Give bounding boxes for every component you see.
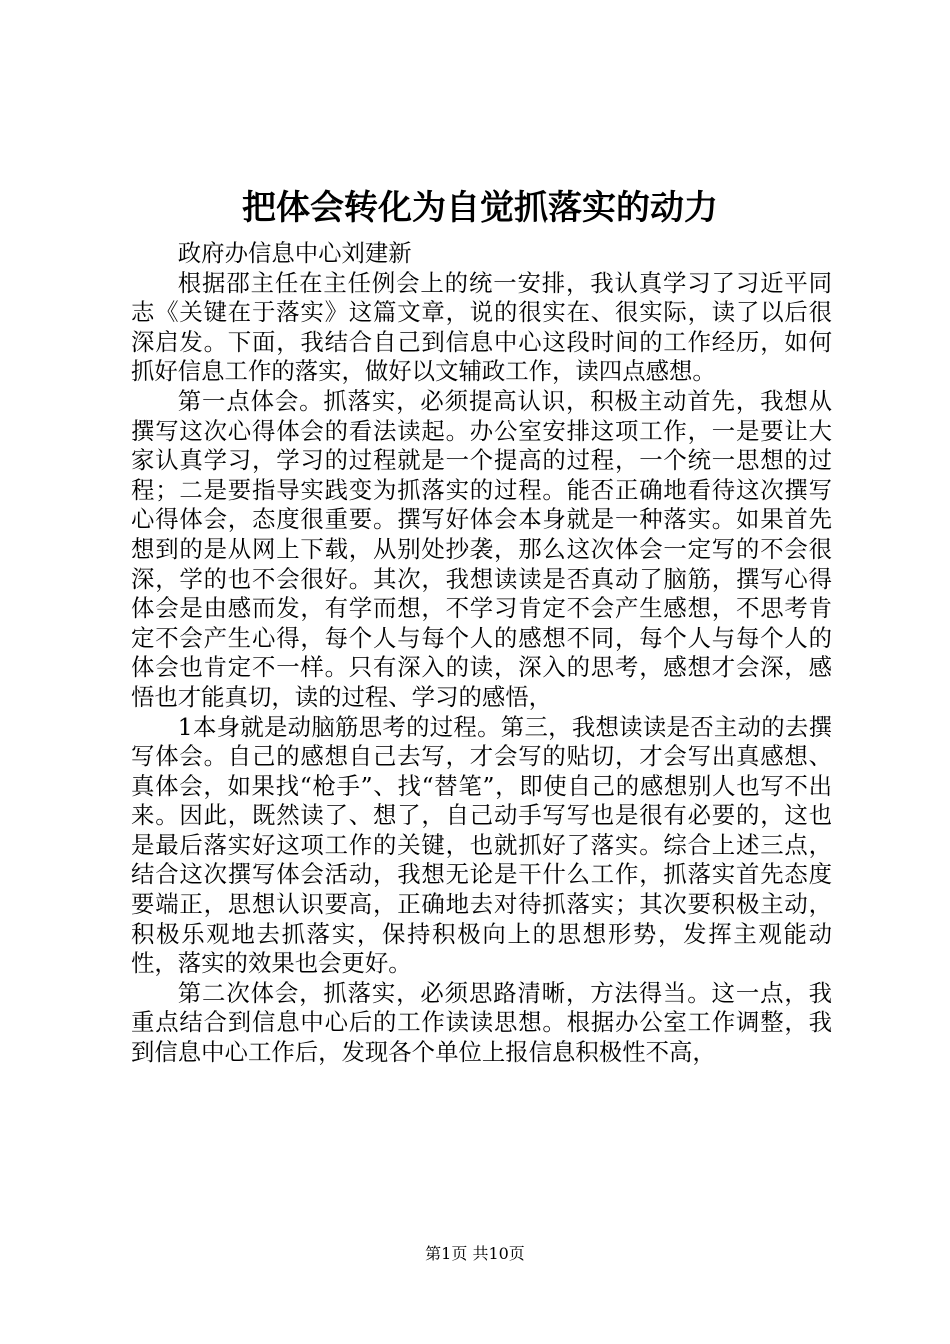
paragraph-1: 根据邵主任在主任例会上的统一安排，我认真学习了习近平同志《关键在于落实》这篇文章，说的很实在、很实际，读了以后很深启发。下面，我结合自己到信息中心这段时间的工作经历，如何抓好信息工作的落实，做好以文辅政工作，读四点感想。: [131, 268, 832, 386]
paragraph-3: 1本身就是动脑筋思考的过程。第三，我想读读是否主动的去撰写体会。自己的感想自己去写，才会写的贴切，才会写出真感想、真体会，如果找“枪手”、找“替笔”，即使自己的感想别人也写不出来。因此，既然读了、想了，自己动手写写也是很有必要的，这也是最后落实好这项工作的关键，也就抓好了落实。综合上述三点，结合这次撰写体会活动，我想无论是干什么工作，抓落实首先态度要端正，思想认识要高，正确地去对待抓落实；其次要积极主动，积极乐观地去抓落实，保持积极向上的思想形势，发挥主观能动性，落实的效果也会更好。: [131, 712, 832, 978]
document-title: 把体会转化为自觉抓落实的动力: [242, 188, 718, 228]
page-number-footer: 第1页 共10页: [425, 1244, 525, 1263]
paragraph-2: 第一点体会。抓落实，必须提高认识，积极主动首先，我想从撰写这次心得体会的看法读起。办公室安排这项工作，一是要让大家认真学习，学习的过程就是一个提高的过程，一个统一思想的过程；二是要指导实践变为抓落实的过程。能否正确地看待这次撰写心得体会，态度很重要。撰写好体会本身就是一种落实。如果首先想到的是从网上下载，从别处抄袭，那么这次体会一定写的不会很深，学的也不会很好。其次，我想读读是否真动了脑筋，撰写心得体会是由感而发，有学而想，不学习肯定不会产生感想，不思考肯定不会产生心得，每个人与每个人的感想不同，每个人与每个人的体会也肯定不一样。只有深入的读，深入的思考，感想才会深，感悟也才能真切，读的过程、学习的感悟，: [131, 386, 832, 711]
document-body: [131, 239, 832, 1068]
author-line: 政府办信息中心刘建新: [177, 239, 412, 267]
paragraph-4: 第二次体会，抓落实，必须思路清晰，方法得当。这一点，我重点结合到信息中心后的工作读读思想。根据办公室工作调整，我到信息中心工作后，发现各个单位上报信息积极性不高，: [131, 978, 832, 1067]
